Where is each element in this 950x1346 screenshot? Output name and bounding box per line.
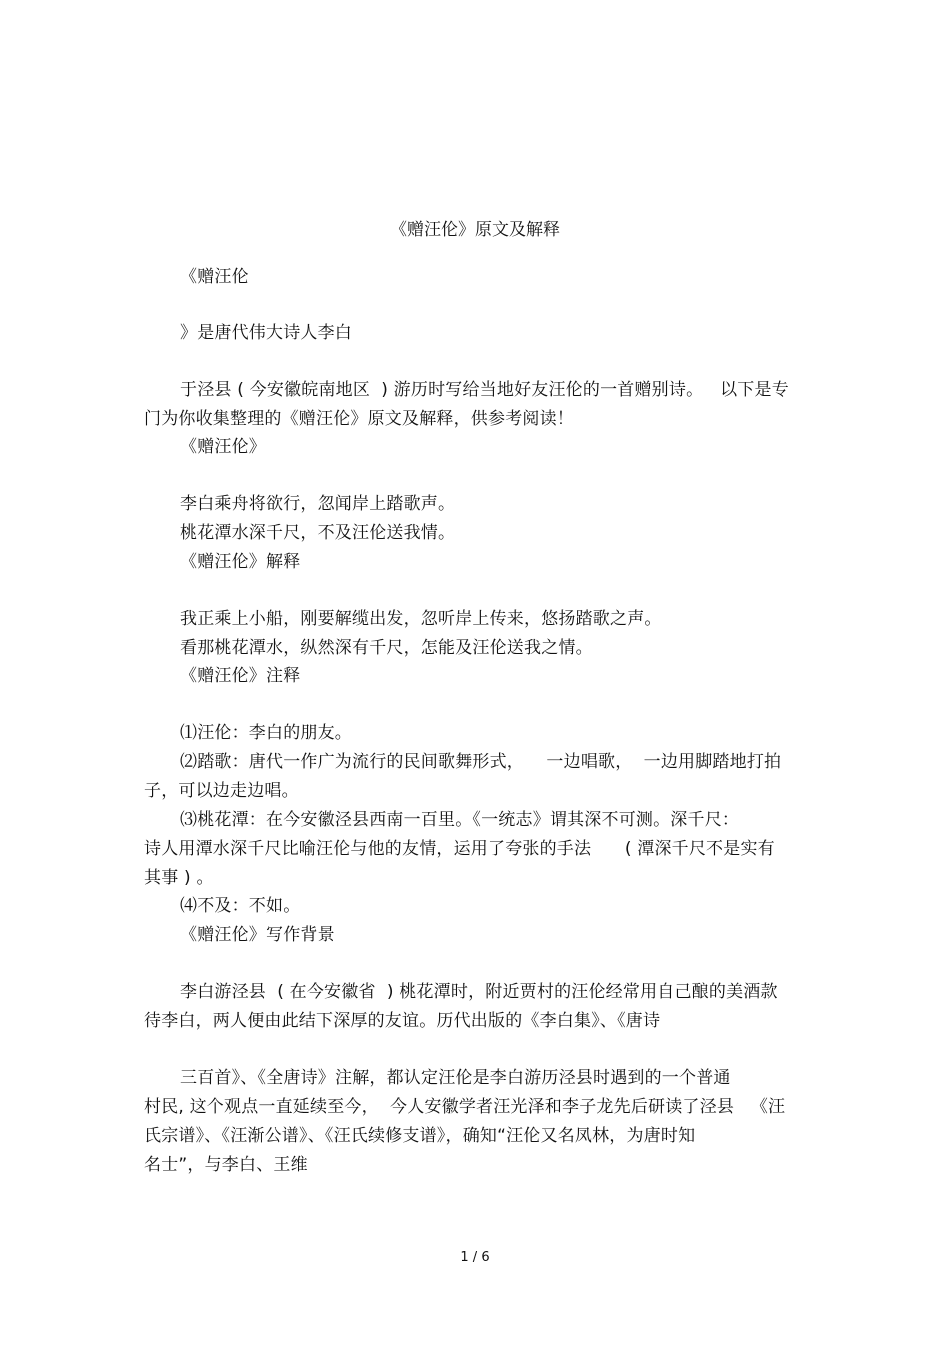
- note-line: ⑵踏歌：唐代一作广为流行的民间歌舞形式， 一边唱歌， 一边用脚踏地打拍: [180, 752, 782, 772]
- paragraph-line: 名士”，与李白、王维: [144, 1155, 308, 1175]
- paragraph-line: 李白游泾县 ( 在今安徽省 ) 桃花潭时，附近贾村的汪伦经常用自己酿的美酒款: [180, 982, 778, 1002]
- note-line: ⑷不及：不如。: [180, 896, 301, 916]
- note-line: 诗人用潭水深千尺比喻汪伦与他的友情，运用了夸张的手法 ( 潭深千尺不是实有: [144, 839, 775, 859]
- note-line: 子，可以边走边唱。: [144, 781, 299, 801]
- paragraph-line: 《赠汪伦: [180, 267, 249, 287]
- poem-line: 桃花潭水深千尺，不及汪伦送我情。: [180, 523, 456, 543]
- paragraph-line: 于泾县 ( 今安徽皖南地区 ) 游历时写给当地好友汪伦的一首赠别诗。 以下是专: [180, 380, 789, 400]
- note-line: ⑶桃花潭：在今安徽泾县西南一百里。《一统志》谓其深不可测。深千尺：: [180, 810, 740, 830]
- paragraph-line: 我正乘上小船，刚要解缆出发，忽听岸上传来，悠扬踏歌之声。: [180, 609, 662, 629]
- section-heading: 《赠汪伦》写作背景: [180, 925, 335, 945]
- paragraph-line: 》是唐代伟大诗人李白: [180, 323, 352, 343]
- paragraph-line: 待李白，两人便由此结下深厚的友谊。历代出版的《李白集》、《唐诗: [144, 1011, 661, 1031]
- section-heading: 《赠汪伦》: [180, 437, 266, 457]
- page-number: 1 / 6: [460, 1250, 490, 1265]
- paragraph-line: 三百首》、《全唐诗》注解，都认定汪伦是李白游历泾县时遇到的一个普通: [180, 1068, 731, 1088]
- paragraph-line: 门为你收集整理的《赠汪伦》原文及解释，供参考阅读！: [144, 409, 574, 429]
- section-heading: 《赠汪伦》解释: [180, 552, 301, 572]
- document-title: 《赠汪伦》原文及解释: [390, 220, 560, 240]
- section-heading: 《赠汪伦》注释: [180, 666, 301, 686]
- paragraph-line: 氏宗谱》、《汪渐公谱》、《汪氏续修支谱》，确知“汪伦又名凤林，为唐时知: [144, 1126, 696, 1146]
- note-line: 其事 ) 。: [144, 868, 214, 888]
- note-line: ⑴汪伦：李白的朋友。: [180, 723, 352, 743]
- paragraph-line: 村民, 这个观点一直延续至今， 今人安徽学者汪光泽和李子龙先后研读了泾县 《汪: [144, 1097, 786, 1117]
- paragraph-line: 看那桃花潭水，纵然深有千尺，怎能及汪伦送我之情。: [180, 638, 593, 658]
- poem-line: 李白乘舟将欲行，忽闻岸上踏歌声。: [180, 494, 456, 514]
